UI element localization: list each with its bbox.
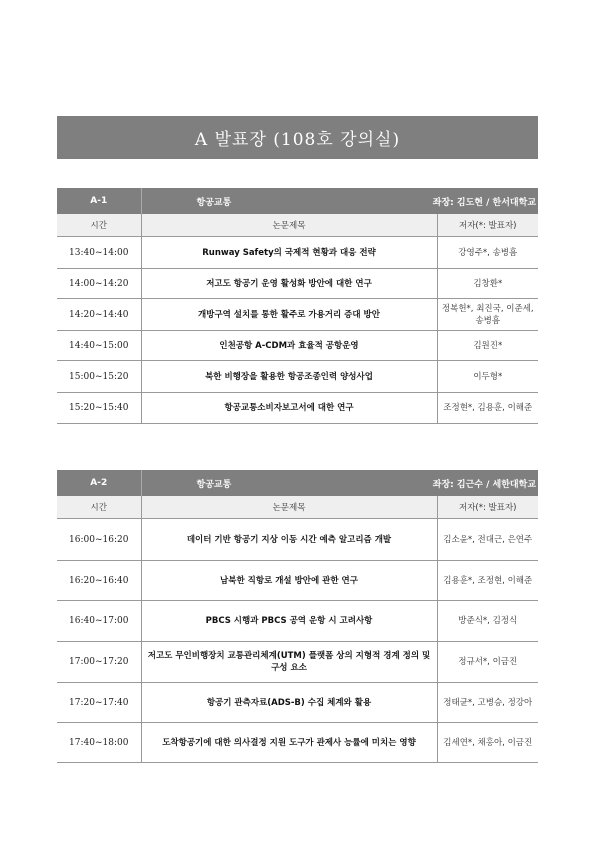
row-author: 김원진* [437,331,538,361]
col-time: 시간 [57,214,141,237]
row-author: 정태균*, 고병승, 정강아 [437,683,538,723]
page-banner: A 발표장 (108호 강의실) [57,116,538,159]
col-title: 논문제목 [141,496,437,519]
row-time: 17:20~17:40 [57,683,141,723]
session-header [57,470,538,496]
row-time: 13:40~14:00 [57,237,141,269]
row-author: 정복헌*, 최진국, 이준세, 송병흠 [437,299,538,331]
col-title: 논문제목 [141,214,437,237]
row-author: 강영주*, 송병흠 [437,237,538,269]
row-time: 14:40~15:00 [57,331,141,361]
row-time: 16:00~16:20 [57,519,141,561]
col-author: 저자(*: 발표자) [437,214,538,237]
row-author: 정규서*, 이금진 [437,642,538,683]
column-header-row [57,496,538,519]
row-time: 17:40~18:00 [57,723,141,763]
row-title: 저고도 무인비행장치 교통관리체계(UTM) 플랫폼 상의 지형적 경계 정의 및 구성 요소 [141,642,437,683]
row-title: Runway Safety의 국제적 현황과 대응 전략 [141,237,437,269]
table-row [57,519,538,561]
table-row [57,601,538,642]
row-author: 김소윤*, 전대근, 은연주 [437,519,538,561]
row-title: 개방구역 설치를 통한 활주로 가용거리 증대 방안 [141,299,437,331]
table-row [57,561,538,601]
table-row [57,269,538,299]
col-author: 저자(*: 발표자) [437,496,538,519]
row-author: 김창환* [437,269,538,299]
session-topic: 항공교통 [196,479,232,490]
session-chair: 좌장: 김근수 / 세한대학교 [432,479,537,490]
row-time: 15:20~15:40 [57,393,141,424]
row-title: 항공기 관측자료(ADS-B) 수집 체계와 활용 [141,683,437,723]
row-author: 조정현*, 김용훈, 이해준 [437,393,538,424]
table-row [57,331,538,361]
table-row [57,361,538,393]
table-row [57,237,538,269]
row-title: 북한 비행장을 활용한 항공조종인력 양성사업 [141,361,437,393]
row-title: 항공교통소비자보고서에 대한 연구 [141,393,437,424]
session-topic: 항공교통 [196,197,232,208]
row-title: 인천공항 A-CDM과 효율적 공항운영 [141,331,437,361]
col-time: 시간 [57,496,141,519]
row-author: 김세연*, 채홍아, 이금진 [437,723,538,763]
table-row [57,683,538,723]
row-time: 14:20~14:40 [57,299,141,331]
session-header [57,188,538,214]
session-table-a2 [57,470,538,763]
session-id: A-2 [57,470,141,496]
row-author: 이두형* [437,361,538,393]
table-row [57,642,538,683]
session-table-a1 [57,188,538,424]
row-time: 17:00~17:20 [57,642,141,683]
row-author: 김용훈*, 조정현, 이해준 [437,561,538,601]
row-title: PBCS 시행과 PBCS 공역 운항 시 고려사항 [141,601,437,642]
row-title: 도착항공기에 대한 의사결정 지원 도구가 관제사 능률에 미치는 영향 [141,723,437,763]
session-id: A-1 [57,188,141,214]
table-row [57,723,538,763]
table-row [57,393,538,424]
column-header-row [57,214,538,237]
row-title: 데이터 기반 항공기 지상 이동 시간 예측 알고리즘 개발 [141,519,437,561]
row-time: 16:40~17:00 [57,601,141,642]
row-title: 남북한 직항로 개설 방안에 관한 연구 [141,561,437,601]
row-time: 14:00~14:20 [57,269,141,299]
row-time: 15:00~15:20 [57,361,141,393]
session-chair: 좌장: 김도현 / 한서대학교 [432,197,537,208]
table-row [57,299,538,331]
row-title: 저고도 항공기 운영 활성화 방안에 대한 연구 [141,269,437,299]
row-author: 방준식*, 김정식 [437,601,538,642]
row-time: 16:20~16:40 [57,561,141,601]
